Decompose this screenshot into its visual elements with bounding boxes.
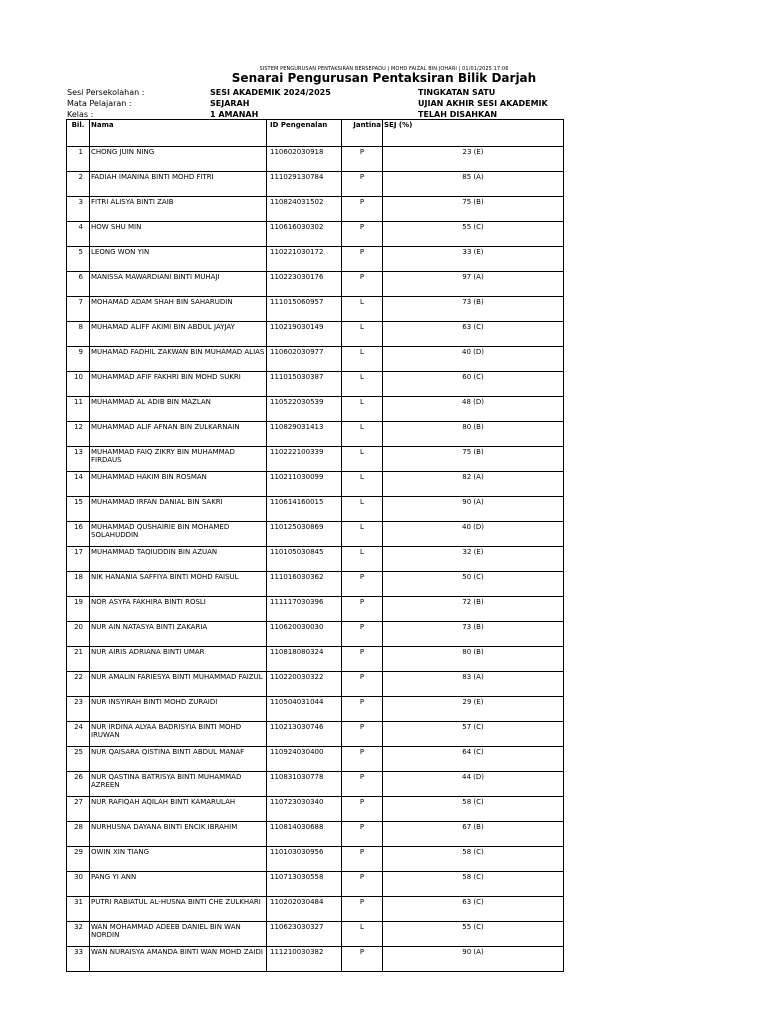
row-sej: 75 (B): [383, 447, 564, 472]
table-row: [67, 447, 564, 472]
row-nama: NUR QASTINA BATRISYA BINTI MUHAMMAD AZREEN: [90, 772, 267, 797]
row-sej: 82 (A): [383, 472, 564, 497]
row-nama: MUHAMMAD AL ADIB BIN MAZLAN: [90, 397, 267, 422]
row-jantina: P: [342, 797, 383, 822]
row-sej: 64 (C): [383, 747, 564, 772]
row-bil: 29: [67, 847, 90, 872]
row-sej: 75 (B): [383, 197, 564, 222]
table-row: [67, 272, 564, 297]
row-nama: NUR IRDINA ALYAA BADRISYIA BINTI MOHD IRUWAN: [90, 722, 267, 747]
row-jantina: P: [342, 822, 383, 847]
row-bil: 31: [67, 897, 90, 922]
row-jantina: P: [342, 572, 383, 597]
row-id-pengenalan: 110831030778: [267, 772, 342, 797]
row-nama: MUHAMMAD AFIF FAKHRI BIN MOHD SUKRI: [90, 372, 267, 397]
row-id-pengenalan: 111117030396: [267, 597, 342, 622]
row-jantina: P: [342, 647, 383, 672]
row-nama: NUR AIN NATASYA BINTI ZAKARIA: [90, 622, 267, 647]
row-jantina: P: [342, 172, 383, 197]
row-sej: 58 (C): [383, 872, 564, 897]
table-row: [67, 847, 564, 872]
row-jantina: P: [342, 272, 383, 297]
row-sej: 44 (D): [383, 772, 564, 797]
tingkatan-value: TINGKATAN SATU: [418, 88, 496, 97]
table-row: [67, 172, 564, 197]
row-jantina: L: [342, 322, 383, 347]
row-jantina: P: [342, 147, 383, 172]
table-row: [67, 197, 564, 222]
row-id-pengenalan: 110221030172: [267, 247, 342, 272]
row-bil: 33: [67, 947, 90, 972]
table-row: [67, 147, 564, 172]
table-row: [67, 247, 564, 272]
row-sej: 60 (C): [383, 372, 564, 397]
row-jantina: L: [342, 447, 383, 472]
row-nama: WAN MOHAMMAD ADEEB DANIEL BIN WAN NORDIN: [90, 922, 267, 947]
row-jantina: P: [342, 897, 383, 922]
table-row: [67, 297, 564, 322]
row-jantina: P: [342, 247, 383, 272]
row-bil: 1: [67, 147, 90, 172]
student-score-table: [66, 119, 564, 972]
table-row: [67, 747, 564, 772]
table-row: [67, 897, 564, 922]
row-nama: MUHAMMAD IRFAN DANIAL BIN SAKRI: [90, 497, 267, 522]
table-row: [67, 647, 564, 672]
row-bil: 8: [67, 322, 90, 347]
row-bil: 5: [67, 247, 90, 272]
header-sej: SEJ (%): [383, 120, 564, 147]
table-row: [67, 697, 564, 722]
row-bil: 14: [67, 472, 90, 497]
ujian-value: UJIAN AKHIR SESI AKADEMIK: [418, 99, 548, 108]
row-sej: 63 (C): [383, 897, 564, 922]
row-nama: CHONG JUIN NING: [90, 147, 267, 172]
row-bil: 15: [67, 497, 90, 522]
row-sej: 80 (B): [383, 647, 564, 672]
row-jantina: L: [342, 372, 383, 397]
row-nama: OWIN XIN TIANG: [90, 847, 267, 872]
row-sej: 58 (C): [383, 847, 564, 872]
row-nama: NURHUSNA DAYANA BINTI ENCIK IBRAHIM: [90, 822, 267, 847]
row-bil: 2: [67, 172, 90, 197]
row-nama: NUR AMALIN FARIESYA BINTI MUHAMMAD FAIZUL: [90, 672, 267, 697]
row-id-pengenalan: 110818080324: [267, 647, 342, 672]
row-bil: 4: [67, 222, 90, 247]
row-jantina: P: [342, 772, 383, 797]
table-row: [67, 497, 564, 522]
row-id-pengenalan: 111029130784: [267, 172, 342, 197]
row-sej: 48 (D): [383, 397, 564, 422]
row-sej: 63 (C): [383, 322, 564, 347]
row-jantina: L: [342, 297, 383, 322]
table-row: [67, 222, 564, 247]
row-jantina: L: [342, 522, 383, 547]
row-jantina: P: [342, 597, 383, 622]
row-bil: 28: [67, 822, 90, 847]
row-bil: 26: [67, 772, 90, 797]
row-jantina: L: [342, 347, 383, 372]
row-sej: 23 (E): [383, 147, 564, 172]
row-sej: 33 (E): [383, 247, 564, 272]
row-bil: 24: [67, 722, 90, 747]
row-sej: 83 (A): [383, 672, 564, 697]
sesi-value: SESI AKADEMIK 2024/2025: [210, 88, 331, 97]
row-sej: 55 (C): [383, 222, 564, 247]
row-nama: MANISSA MAWARDIANI BINTI MUHAJI: [90, 272, 267, 297]
row-jantina: P: [342, 872, 383, 897]
row-bil: 6: [67, 272, 90, 297]
table-row: [67, 347, 564, 372]
row-sej: 90 (A): [383, 497, 564, 522]
row-nama: MUHAMAD ALIFF AKIMI BIN ABDUL JAYJAY: [90, 322, 267, 347]
table-row: [67, 672, 564, 697]
row-bil: 3: [67, 197, 90, 222]
row-sej: 85 (A): [383, 172, 564, 197]
header-nama: Nama: [90, 120, 267, 147]
row-sej: 40 (D): [383, 522, 564, 547]
row-sej: 67 (B): [383, 822, 564, 847]
row-id-pengenalan: 110222100339: [267, 447, 342, 472]
row-sej: 58 (C): [383, 797, 564, 822]
table-row: [67, 572, 564, 597]
row-nama: MOHAMAD ADAM SHAH BIN SAHARUDIN: [90, 297, 267, 322]
row-sej: 73 (B): [383, 622, 564, 647]
row-sej: 97 (A): [383, 272, 564, 297]
row-bil: 30: [67, 872, 90, 897]
row-id-pengenalan: 110814030688: [267, 822, 342, 847]
row-nama: HOW SHU MIN: [90, 222, 267, 247]
header-id-pengenalan: ID Pengenalan: [267, 120, 342, 147]
page-title: Senarai Pengurusan Pentaksiran Bilik Darjah: [231, 71, 537, 85]
row-nama: NUR RAFIQAH AQILAH BINTI KAMARULAH: [90, 797, 267, 822]
table-row: [67, 922, 564, 947]
table-row: [67, 797, 564, 822]
table-row: [67, 822, 564, 847]
row-id-pengenalan: 110211030099: [267, 472, 342, 497]
header-jantina: Jantina: [342, 120, 383, 147]
row-nama: FADIAH IMANINA BINTI MOHD FITRI: [90, 172, 267, 197]
mata-pelajaran-value: SEJARAH: [210, 99, 250, 108]
row-jantina: P: [342, 672, 383, 697]
table-row: [67, 947, 564, 972]
kelas-value: 1 AMANAH: [210, 110, 259, 119]
row-nama: MUHAMMAD TAQIUDDIN BIN AZUAN: [90, 547, 267, 572]
row-id-pengenalan: 110220030322: [267, 672, 342, 697]
row-id-pengenalan: 110103030956: [267, 847, 342, 872]
table-row: [67, 422, 564, 447]
table-row: [67, 722, 564, 747]
row-id-pengenalan: 110202030484: [267, 897, 342, 922]
row-id-pengenalan: 110602030918: [267, 147, 342, 172]
row-id-pengenalan: 110614160015: [267, 497, 342, 522]
row-bil: 12: [67, 422, 90, 447]
row-jantina: P: [342, 747, 383, 772]
row-id-pengenalan: 111015030387: [267, 372, 342, 397]
row-id-pengenalan: 110125030869: [267, 522, 342, 547]
row-nama: WAN NURAISYA AMANDA BINTI WAN MOHD ZAIDI: [90, 947, 267, 972]
row-id-pengenalan: 110713030558: [267, 872, 342, 897]
row-id-pengenalan: 110105030845: [267, 547, 342, 572]
kelas-label: Kelas :: [67, 110, 94, 119]
row-id-pengenalan: 110723030340: [267, 797, 342, 822]
row-id-pengenalan: 110223030176: [267, 272, 342, 297]
row-nama: MUHAMAD FADHIL ZAKWAN BIN MUHAMAD ALIAS: [90, 347, 267, 372]
row-nama: PANG YI ANN: [90, 872, 267, 897]
row-sej: 72 (B): [383, 597, 564, 622]
row-bil: 19: [67, 597, 90, 622]
row-jantina: P: [342, 222, 383, 247]
row-nama: MUHAMMAD QUSHAIRIE BIN MOHAMED SOLAHUDDIN: [90, 522, 267, 547]
table-header-row: [67, 120, 564, 147]
table-row: [67, 322, 564, 347]
row-nama: MUHAMMAD FAIQ ZIKRY BIN MUHAMMAD FIRDAUS: [90, 447, 267, 472]
row-nama: NUR QAISARA QISTINA BINTI ABDUL MANAF: [90, 747, 267, 772]
row-sej: 40 (D): [383, 347, 564, 372]
row-nama: NUR INSYIRAH BINTI MOHD ZURAIDI: [90, 697, 267, 722]
table-row: [67, 397, 564, 422]
table-row: [67, 622, 564, 647]
row-bil: 10: [67, 372, 90, 397]
row-id-pengenalan: 110616030302: [267, 222, 342, 247]
row-bil: 9: [67, 347, 90, 372]
row-nama: NUR AIRIS ADRIANA BINTI UMAR: [90, 647, 267, 672]
table-row: [67, 772, 564, 797]
row-id-pengenalan: 110219030149: [267, 322, 342, 347]
row-nama: LEONG WON YIN: [90, 247, 267, 272]
table-row: [67, 372, 564, 397]
row-sej: 80 (B): [383, 422, 564, 447]
row-sej: 90 (A): [383, 947, 564, 972]
row-id-pengenalan: 110504031044: [267, 697, 342, 722]
row-sej: 73 (B): [383, 297, 564, 322]
row-bil: 20: [67, 622, 90, 647]
table-row: [67, 472, 564, 497]
mata-pelajaran-label: Mata Pelajaran :: [67, 99, 132, 108]
row-bil: 17: [67, 547, 90, 572]
row-id-pengenalan: 110924030400: [267, 747, 342, 772]
row-jantina: P: [342, 947, 383, 972]
row-nama: PUTRI RABIATUL AL-HUSNA BINTI CHE ZULKHARI: [90, 897, 267, 922]
status-value: TELAH DISAHKAN: [418, 110, 498, 119]
row-sej: 57 (C): [383, 722, 564, 747]
row-nama: MUHAMMAD HAKIM BIN ROSMAN: [90, 472, 267, 497]
row-id-pengenalan: 110620030030: [267, 622, 342, 647]
row-sej: 55 (C): [383, 922, 564, 947]
table-row: [67, 597, 564, 622]
row-id-pengenalan: 110213030746: [267, 722, 342, 747]
row-nama: NOR ASYFA FAKHIRA BINTI ROSLI: [90, 597, 267, 622]
row-id-pengenalan: 110602030977: [267, 347, 342, 372]
row-nama: MUHAMMAD ALIF AFNAN BIN ZULKARNAIN: [90, 422, 267, 447]
row-bil: 22: [67, 672, 90, 697]
row-id-pengenalan: 110829031413: [267, 422, 342, 447]
row-id-pengenalan: 110522030539: [267, 397, 342, 422]
row-sej: 32 (E): [383, 547, 564, 572]
table-row: [67, 872, 564, 897]
row-nama: FITRI ALISYA BINTI ZAIB: [90, 197, 267, 222]
row-bil: 23: [67, 697, 90, 722]
row-bil: 27: [67, 797, 90, 822]
header-bil: Bil.: [67, 120, 90, 147]
row-bil: 25: [67, 747, 90, 772]
row-bil: 7: [67, 297, 90, 322]
row-jantina: P: [342, 722, 383, 747]
row-jantina: L: [342, 472, 383, 497]
row-id-pengenalan: 110623030327: [267, 922, 342, 947]
row-jantina: P: [342, 847, 383, 872]
row-id-pengenalan: 111016030362: [267, 572, 342, 597]
table-row: [67, 522, 564, 547]
row-bil: 11: [67, 397, 90, 422]
row-id-pengenalan: 111210030382: [267, 947, 342, 972]
row-nama: NIK HANANIA SAFFIYA BINTI MOHD FAISUL: [90, 572, 267, 597]
row-bil: 16: [67, 522, 90, 547]
row-sej: 50 (C): [383, 572, 564, 597]
table-row: [67, 547, 564, 572]
row-bil: 32: [67, 922, 90, 947]
row-jantina: L: [342, 422, 383, 447]
row-id-pengenalan: 110824031502: [267, 197, 342, 222]
system-header-line: SISTEM PENGURUSAN PENTAKSIRAN BERSEPADU | MOHD FAIZAL BIN JOHARI | 01/01/2025 17:06: [259, 66, 509, 72]
row-jantina: L: [342, 497, 383, 522]
row-jantina: L: [342, 397, 383, 422]
row-jantina: P: [342, 197, 383, 222]
row-sej: 29 (E): [383, 697, 564, 722]
sesi-label: Sesi Persekolahan :: [67, 88, 145, 97]
row-bil: 21: [67, 647, 90, 672]
row-id-pengenalan: 111015060957: [267, 297, 342, 322]
row-bil: 13: [67, 447, 90, 472]
row-jantina: P: [342, 697, 383, 722]
row-jantina: L: [342, 547, 383, 572]
row-jantina: L: [342, 922, 383, 947]
row-bil: 18: [67, 572, 90, 597]
row-jantina: P: [342, 622, 383, 647]
